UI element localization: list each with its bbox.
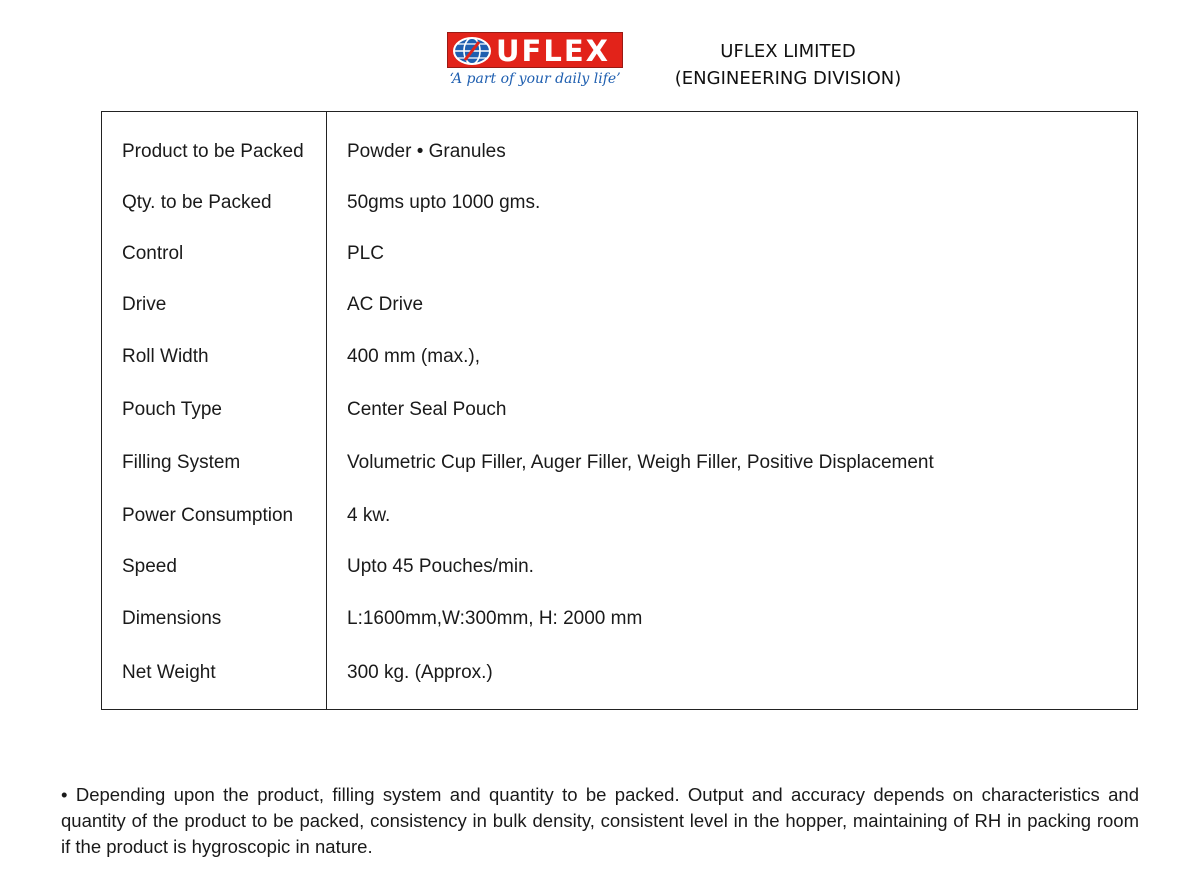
spec-row (102, 344, 1137, 370)
spec-value: AC Drive (347, 294, 424, 315)
spec-value: 50gms upto 1000 gms. (347, 192, 541, 213)
spec-value: Upto 45 Pouches/min. (347, 556, 534, 577)
footnote (61, 782, 1139, 860)
document-header (447, 32, 967, 96)
spec-row (102, 292, 1137, 318)
spec-label: Speed (122, 556, 177, 577)
spec-label: Filling System (122, 452, 241, 473)
spec-row (102, 139, 1137, 165)
spec-row (102, 450, 1137, 476)
spec-value: Powder • Granules (347, 141, 506, 162)
spec-row (102, 503, 1137, 529)
globe-icon (452, 36, 492, 66)
uflex-logo (447, 32, 623, 68)
logo-tagline: ‘A part of your daily life’ (449, 71, 621, 87)
division-name: (ENGINEERING DIVISION) (674, 68, 902, 89)
bullet-icon: • (61, 783, 68, 805)
company-name: UFLEX LIMITED (720, 41, 856, 62)
footnote-text: Depending upon the product, filling system and quantity to be packed. Output and accuracy depends on characteristics and quantity of the product to be packed, consistency in bulk density, consistent level in the hopper, maintaining of RH in packing room if the product is hygroscopic in nature. (61, 783, 1140, 857)
spec-label: Product to be Packed (122, 141, 304, 162)
spec-value: 4 kw. (347, 505, 391, 526)
specification-table (101, 111, 1138, 710)
spec-value: 300 kg. (Approx.) (347, 662, 493, 683)
spec-label: Roll Width (122, 346, 209, 367)
spec-label: Net Weight (122, 662, 216, 683)
spec-row (102, 554, 1137, 580)
spec-label: Pouch Type (122, 399, 223, 420)
spec-row (102, 606, 1137, 632)
spec-value: Volumetric Cup Filler, Auger Filler, Weigh Filler, Positive Displacement (347, 452, 934, 473)
spec-row (102, 397, 1137, 423)
logo-wordmark: UFLEX (496, 34, 611, 68)
spec-value: 400 mm (max.), (347, 346, 481, 367)
spec-label: Drive (122, 294, 167, 315)
spec-value: PLC (347, 243, 384, 264)
spec-label: Control (122, 243, 184, 264)
spec-label: Dimensions (122, 608, 222, 629)
spec-row (102, 660, 1137, 686)
spec-label: Power Consumption (122, 505, 294, 526)
spec-row (102, 241, 1137, 267)
spec-label: Qty. to be Packed (122, 192, 272, 213)
spec-row (102, 190, 1137, 216)
spec-value: Center Seal Pouch (347, 399, 507, 420)
company-heading (653, 38, 923, 92)
spec-value: L:1600mm,W:300mm, H: 2000 mm (347, 608, 643, 629)
